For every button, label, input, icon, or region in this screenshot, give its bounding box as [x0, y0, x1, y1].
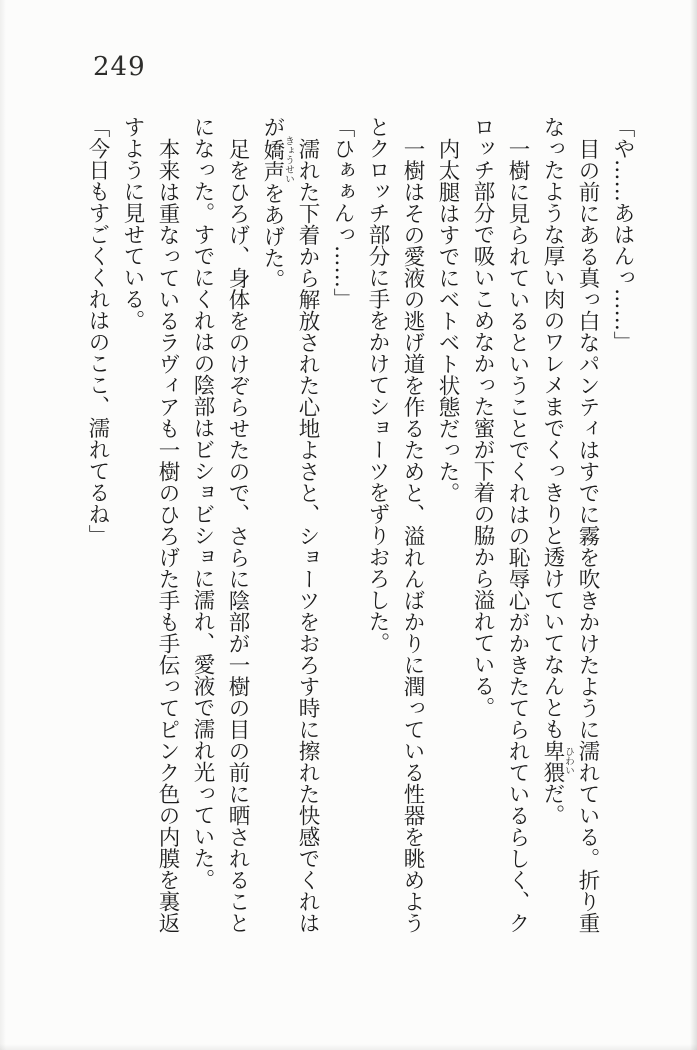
page-edge-shadow-left: [0, 0, 6, 1050]
narrative-paragraph-6: 足をひろげ、身体をのけぞらせたので、さらに陰部が一樹の目の前に晒されることになった。すでにくれはの陰部はビショビショに濡れ、愛液で濡れ光っていた。: [190, 116, 250, 933]
dialogue-line-2: 「ひぁぁんっ……」: [330, 116, 355, 310]
narrative-paragraph-5: [255, 116, 325, 933]
text-segment: をあげた。: [260, 182, 285, 291]
furigana: ひわい: [563, 739, 574, 783]
ruby-base: 卑猥: [540, 739, 565, 783]
page-number: 249: [93, 52, 146, 82]
text-segment: だ。: [540, 782, 565, 826]
furigana: きょうせい: [283, 136, 294, 184]
narrative-paragraph-4: 一樹はその愛液の逃げ道を作るためと、溢れんばかりに潤っている性器を眺めようとクロッチ部分に手をかけてショーツをずりおろした。: [365, 116, 425, 933]
text-segment: 目の前にある真っ白なパンティはすでに霧を吹きかけたように濡れている。折り重なったような厚い肉のワレメまでくっきりと透けていてなんとも: [540, 116, 600, 933]
text-segment: 濡れた下着から解放された心地よさと、ショーツをおろす時に擦れた快感でくれはが: [260, 116, 320, 933]
ruby-annotation-hiwai: [540, 739, 574, 783]
dialogue-line-1: 「や……あはんっ……」: [610, 116, 635, 353]
page-edge-shadow-bottom: [0, 1044, 697, 1050]
narrative-paragraph-3: 内太腿はすでにベトベト状態だった。: [435, 137, 460, 503]
page-edge-shadow-right: [690, 0, 697, 1050]
dialogue-line-3: 「今日もすごくくれはのここ、濡れてるね」: [85, 116, 110, 546]
narrative-paragraph-2: 一樹に見られているということでくれはの恥辱心がかきたてられているらしく、クロッチ部分で吸いこめなかった蜜が下着の脇から溢れている。: [470, 116, 530, 933]
ruby-annotation-kyousei: [260, 136, 294, 184]
narrative-paragraph-1: [535, 116, 605, 933]
ruby-base: 嬌声: [260, 136, 285, 184]
narrative-paragraph-7: 本来は重なっているラヴィアも一樹のひろげた手も手伝ってピンク色の内膜を裏返すように見せている。: [120, 116, 180, 933]
text-block: [80, 116, 640, 933]
